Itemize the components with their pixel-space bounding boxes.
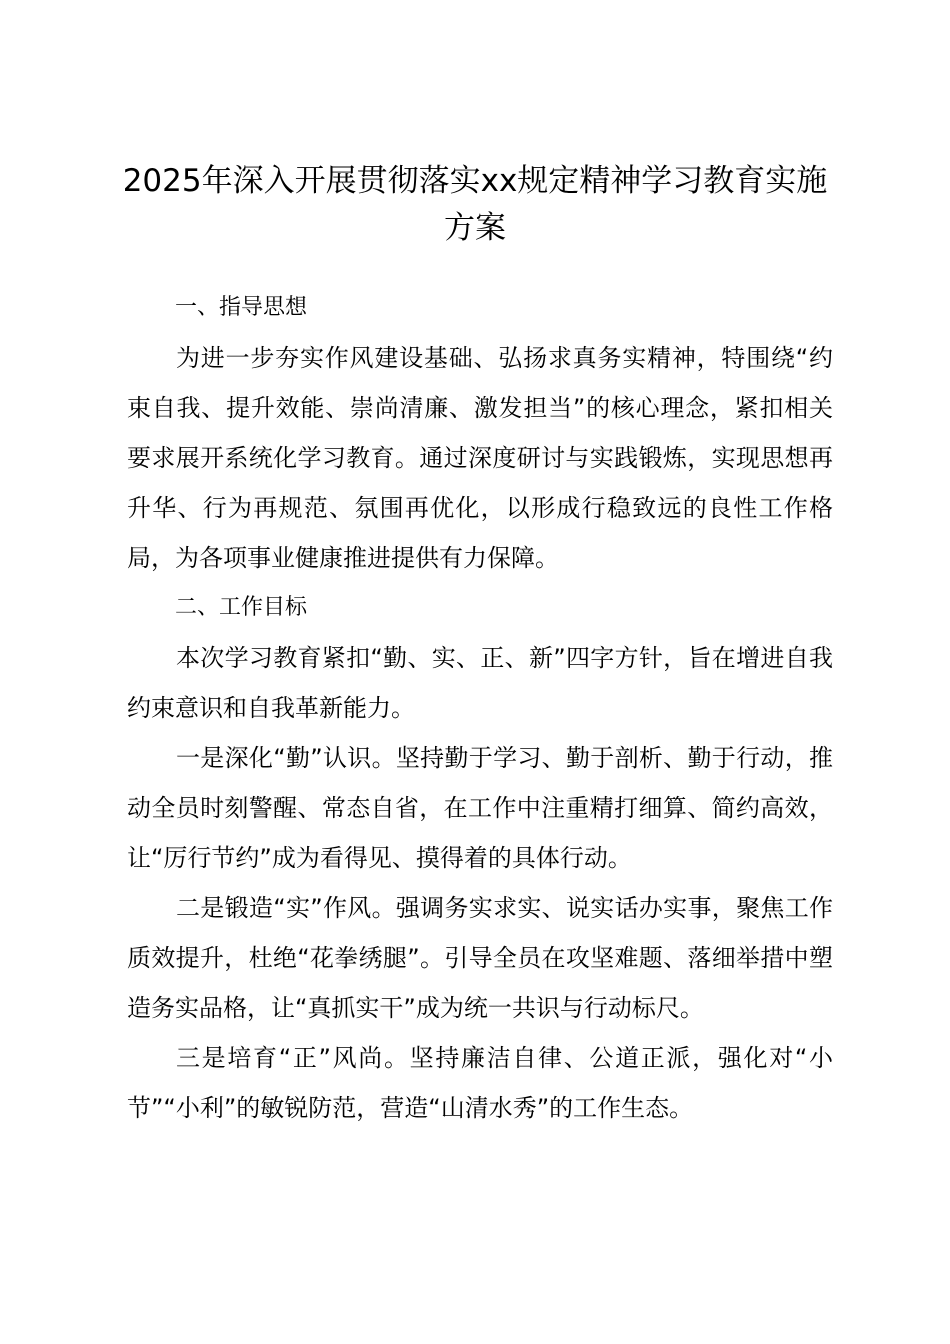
paragraph-goal-diligence: 一是深化“勤”认识。坚持勤于学习、勤于剖析、勤于行动，推动全员时刻警醒、常态自省，在工作中注重精打细算、简约高效，让“厉行节约”成为看得见、摸得着的具体行动。 bbox=[127, 744, 833, 872]
paragraph-guiding-thought: 为进一步夯实作风建设基础、弘扬求真务实精神，特围绕“约束自我、提升效能、崇尚清廉、激发担当”的核心理念，紧扣相关要求展开系统化学习教育。通过深度研讨与实践锻炼，实现思想再升华、行为再规范、氛围再优化，以形成行稳致远的良性工作格局，为各项事业健康推进提供有力保障。 bbox=[127, 344, 833, 572]
paragraph-goals-intro: 本次学习教育紧扣“勤、实、正、新”四字方针，旨在增进自我约束意识和自我革新能力。 bbox=[127, 644, 833, 722]
document-body bbox=[127, 283, 833, 1133]
paragraph-goal-practical: 二是锻造“实”作风。强调务实求实、说实话办实事，聚焦工作质效提升，杜绝“花拳绣腿”。引导全员在攻坚难题、落细举措中塑造务实品格，让“真抓实干”成为统一共识与行动标尺。 bbox=[127, 894, 833, 1022]
document-title: 2025年深入开展贯彻落实xx规定精神学习教育实施方案 bbox=[122, 163, 828, 246]
section-heading-work-goals: 二、工作目标 bbox=[175, 595, 308, 620]
paragraph-goal-integrity: 三是培育“正”风尚。坚持廉洁自律、公道正派，强化对“小节”“小利”的敏锐防范，营造“山清水秀”的工作生态。 bbox=[127, 1044, 833, 1122]
section-heading-guiding-thought: 一、指导思想 bbox=[175, 295, 308, 320]
